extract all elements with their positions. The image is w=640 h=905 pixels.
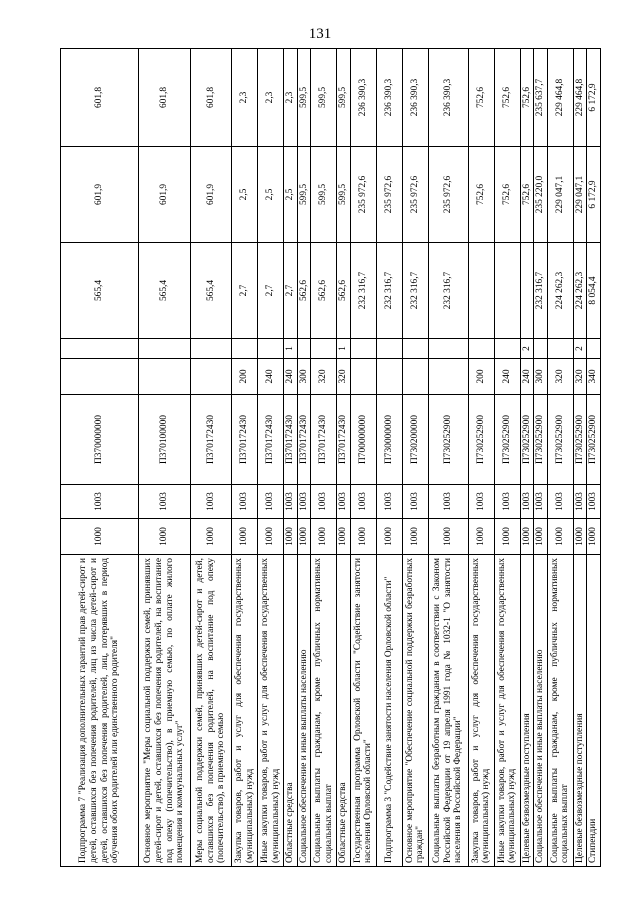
expense-type-cell [428,359,468,395]
amount-year3-cell: 752,6 [494,49,520,147]
amount-year1-cell: 2,7 [232,243,258,339]
amount-year1-cell: 224 262,3 [547,243,573,339]
amount-year2-cell: 229 047,1 [547,147,573,243]
expense-type-cell: 300 [297,359,311,395]
row-name-cell: Областные средства [337,555,351,867]
table-row [534,49,548,867]
amount-year1-cell [468,243,494,339]
table-row [573,49,587,867]
funding-source-cell [376,339,402,359]
row-name-cell: Основное мероприятие "Обеспечение социальной поддержки безработных граждан" [402,555,428,867]
page-number: 131 [308,26,332,42]
amount-year1-cell: 232 316,7 [428,243,468,339]
row-name-cell: Социальные выплаты гражданам, кроме публичных нормативных социальных выплат [547,555,573,867]
expense-type-cell: 340 [587,359,601,395]
table-row [61,49,139,867]
amount-year2-cell: 601,9 [191,147,232,243]
table-row [376,49,402,867]
table-row [284,49,298,867]
funding-source-cell: 2 [573,339,587,359]
row-name-cell: Подпрограмма 3 "Содействие занятости населения Орловской области" [376,555,402,867]
amount-year3-cell: 2,3 [284,49,298,147]
funding-source-cell [428,339,468,359]
amount-year2-cell: 2,5 [284,147,298,243]
target-article-cell: П730252900 [520,395,534,485]
amount-year2-cell: 599,5 [337,147,351,243]
table-row [232,49,258,867]
table-row [494,49,520,867]
subsection-code-cell: 1003 [468,485,494,519]
section-code-cell: 1000 [139,519,191,555]
table-row [337,49,351,867]
subsection-code-cell: 1003 [350,485,376,519]
table-row [297,49,311,867]
subsection-code-cell: 1003 [534,485,548,519]
section-code-cell: 1000 [191,519,232,555]
amount-year2-cell: 599,5 [311,147,337,243]
row-name-cell: Социальное обеспечение и иные выплаты населению [297,555,311,867]
funding-source-cell [534,339,548,359]
table-row [139,49,191,867]
subsection-code-cell: 1003 [428,485,468,519]
target-article-cell: П370172430 [284,395,298,485]
section-code-cell: 1000 [258,519,284,555]
funding-source-cell [311,339,337,359]
row-name-cell: Социальные выплаты безработным гражданам в соответствии с Законом Российской Федерации от 19 апреля 1991 года № 1032-1 "О занятости населения в Российской Федерации" [428,555,468,867]
expense-type-cell [139,359,191,395]
target-article-cell: П370100000 [139,395,191,485]
subsection-code-cell: 1003 [297,485,311,519]
subsection-code-cell: 1003 [494,485,520,519]
section-code-cell: 1000 [534,519,548,555]
amount-year3-cell: 229 464,8 [573,49,587,147]
row-name-cell: Закупка товаров, работ и услуг для обеспечения государственных (муниципальных) нужд [232,555,258,867]
funding-source-cell: 2 [520,339,534,359]
funding-source-cell [139,339,191,359]
amount-year3-cell: 2,3 [258,49,284,147]
section-code-cell: 1000 [520,519,534,555]
target-article-cell: П370172430 [232,395,258,485]
section-code-cell: 1000 [350,519,376,555]
row-name-cell: Стипендии [587,555,601,867]
target-article-cell: П730200000 [402,395,428,485]
section-code-cell: 1000 [573,519,587,555]
amount-year2-cell: 235 972,6 [402,147,428,243]
amount-year2-cell: 235 972,6 [376,147,402,243]
table-row [402,49,428,867]
amount-year2-cell: 235 972,6 [350,147,376,243]
subsection-code-cell: 1003 [284,485,298,519]
amount-year1-cell: 2,7 [258,243,284,339]
funding-source-cell [350,339,376,359]
expense-type-cell [191,359,232,395]
funding-source-cell [547,339,573,359]
target-article-cell: П730000000 [376,395,402,485]
target-article-cell: П730252900 [494,395,520,485]
funding-source-cell [258,339,284,359]
target-article-cell: П730252900 [587,395,601,485]
target-article-cell: П370172430 [337,395,351,485]
amount-year1-cell: 565,4 [139,243,191,339]
funding-source-cell [232,339,258,359]
expense-type-cell: 240 [284,359,298,395]
row-name-cell: Основное мероприятие "Меры социальной поддержки семей, принявших детей-сирот и детей, оставшихся без попечения родителей, на воспитание под опеку (попечительство), в приемную семью, по оплате жилого помещения и коммунальных услуг" [139,555,191,867]
subsection-code-cell: 1003 [376,485,402,519]
row-name-cell: Меры социальной поддержки семей, принявших детей-сирот и детей, оставшихся без попечения родителей, на воспитание под опеку (попечительство), в приемную семью [191,555,232,867]
row-name-cell: Иные закупки товаров, работ и услуг для обеспечения государственных (муниципальных) нужд [258,555,284,867]
expense-type-cell: 300 [534,359,548,395]
amount-year1-cell: 232 316,7 [402,243,428,339]
subsection-code-cell: 1003 [520,485,534,519]
amount-year3-cell: 236 390,3 [376,49,402,147]
target-article-cell: П730252900 [468,395,494,485]
table-row [547,49,573,867]
amount-year3-cell: 236 390,3 [428,49,468,147]
amount-year3-cell: 752,6 [468,49,494,147]
subsection-code-cell: 1003 [402,485,428,519]
section-code-cell: 1000 [547,519,573,555]
subsection-code-cell: 1003 [587,485,601,519]
amount-year1-cell [494,243,520,339]
row-name-cell: Закупка товаров, работ и услуг для обеспечения государственных (муниципальных) нужд [468,555,494,867]
amount-year3-cell: 752,6 [520,49,534,147]
amount-year3-cell: 599,5 [311,49,337,147]
subsection-code-cell: 1003 [573,485,587,519]
table-row [311,49,337,867]
section-code-cell: 1000 [468,519,494,555]
amount-year3-cell: 235 637,7 [534,49,548,147]
amount-year2-cell: 752,6 [494,147,520,243]
table-row [428,49,468,867]
funding-source-cell [191,339,232,359]
amount-year2-cell: 235 220,0 [534,147,548,243]
expense-type-cell: 240 [520,359,534,395]
section-code-cell: 1000 [297,519,311,555]
amount-year2-cell: 6 172,9 [587,147,601,243]
amount-year2-cell: 601,9 [61,147,139,243]
row-name-cell: Социальные выплаты гражданам, кроме публичных нормативных социальных выплат [311,555,337,867]
table-row [258,49,284,867]
section-code-cell: 1000 [376,519,402,555]
budget-table [60,48,601,867]
row-name-cell: Социальное обеспечение и иные выплаты населению [534,555,548,867]
expense-type-cell [376,359,402,395]
amount-year3-cell: 599,5 [337,49,351,147]
subsection-code-cell: 1003 [337,485,351,519]
amount-year1-cell: 8 054,4 [587,243,601,339]
table-row [191,49,232,867]
section-code-cell: 1000 [311,519,337,555]
target-article-cell: П730252900 [428,395,468,485]
amount-year2-cell: 2,5 [232,147,258,243]
target-article-cell: П370172430 [191,395,232,485]
section-code-cell: 1000 [402,519,428,555]
table-row [468,49,494,867]
target-article-cell: П730252900 [547,395,573,485]
section-code-cell: 1000 [494,519,520,555]
funding-source-cell [61,339,139,359]
amount-year2-cell: 2,5 [258,147,284,243]
expense-type-cell: 320 [573,359,587,395]
table-row [520,49,534,867]
target-article-cell: П370000000 [61,395,139,485]
subsection-code-cell: 1003 [547,485,573,519]
amount-year1-cell: 232 316,7 [350,243,376,339]
section-code-cell: 1000 [284,519,298,555]
expense-type-cell: 200 [232,359,258,395]
subsection-code-cell: 1003 [232,485,258,519]
amount-year1-cell [520,243,534,339]
funding-source-cell [494,339,520,359]
expense-type-cell [350,359,376,395]
expense-type-cell [61,359,139,395]
table-row [350,49,376,867]
row-name-cell: Иные закупки товаров, работ и услуг для обеспечения государственных (муниципальных) нужд [494,555,520,867]
section-code-cell: 1000 [232,519,258,555]
row-name-cell: Областные средства [284,555,298,867]
amount-year2-cell: 599,5 [297,147,311,243]
amount-year3-cell: 601,8 [61,49,139,147]
rotated-table-frame [60,49,599,867]
subsection-code-cell: 1003 [139,485,191,519]
amount-year1-cell: 562,6 [337,243,351,339]
row-name-cell: Целевые безвозмездные поступления [520,555,534,867]
funding-source-cell [297,339,311,359]
funding-source-cell: 1 [284,339,298,359]
funding-source-cell [587,339,601,359]
amount-year3-cell: 236 390,3 [350,49,376,147]
amount-year3-cell: 2,3 [232,49,258,147]
amount-year2-cell: 752,6 [468,147,494,243]
target-article-cell: П730252900 [534,395,548,485]
section-code-cell: 1000 [337,519,351,555]
amount-year3-cell: 236 390,3 [402,49,428,147]
target-article-cell: П370172430 [311,395,337,485]
row-name-cell: Государственная программа Орловской области "Содействие занятости населения Орловской области" [350,555,376,867]
subsection-code-cell: 1003 [258,485,284,519]
expense-type-cell: 200 [468,359,494,395]
amount-year3-cell: 229 464,8 [547,49,573,147]
amount-year2-cell: 601,9 [139,147,191,243]
funding-source-cell: 1 [337,339,351,359]
expense-type-cell: 320 [311,359,337,395]
subsection-code-cell: 1003 [191,485,232,519]
amount-year1-cell: 224 262,3 [573,243,587,339]
expense-type-cell: 240 [258,359,284,395]
amount-year1-cell: 562,6 [297,243,311,339]
expense-type-cell: 320 [337,359,351,395]
section-code-cell: 1000 [61,519,139,555]
row-name-cell: Целевые безвозмездные поступления [573,555,587,867]
row-name-cell: Подпрограмма 7 "Реализация дополнительных гарантий прав детей-сирот и детей, оставшихся без попечения родителей, лиц из числа детей-сирот и детей, оставшихся без попечения родителей, лиц, потерявших в период обучения обоих родителей или единственного родителя" [61,555,139,867]
amount-year1-cell: 565,4 [191,243,232,339]
table-row [587,49,601,867]
amount-year2-cell: 235 972,6 [428,147,468,243]
target-article-cell: П730252900 [573,395,587,485]
amount-year2-cell: 229 047,1 [573,147,587,243]
target-article-cell: П370172430 [297,395,311,485]
amount-year3-cell: 601,8 [191,49,232,147]
amount-year3-cell: 599,5 [297,49,311,147]
expense-type-cell: 320 [547,359,573,395]
funding-source-cell [468,339,494,359]
amount-year1-cell: 232 316,7 [534,243,548,339]
amount-year2-cell: 752,6 [520,147,534,243]
subsection-code-cell: 1003 [61,485,139,519]
target-article-cell: П700000000 [350,395,376,485]
amount-year1-cell: 2,7 [284,243,298,339]
funding-source-cell [402,339,428,359]
table-body [61,49,601,867]
expense-type-cell [402,359,428,395]
amount-year3-cell: 601,8 [139,49,191,147]
amount-year1-cell: 232 316,7 [376,243,402,339]
section-code-cell: 1000 [587,519,601,555]
subsection-code-cell: 1003 [311,485,337,519]
amount-year1-cell: 565,4 [61,243,139,339]
expense-type-cell: 240 [494,359,520,395]
section-code-cell: 1000 [428,519,468,555]
amount-year1-cell: 562,6 [311,243,337,339]
amount-year3-cell: 6 172,9 [587,49,601,147]
target-article-cell: П370172430 [258,395,284,485]
